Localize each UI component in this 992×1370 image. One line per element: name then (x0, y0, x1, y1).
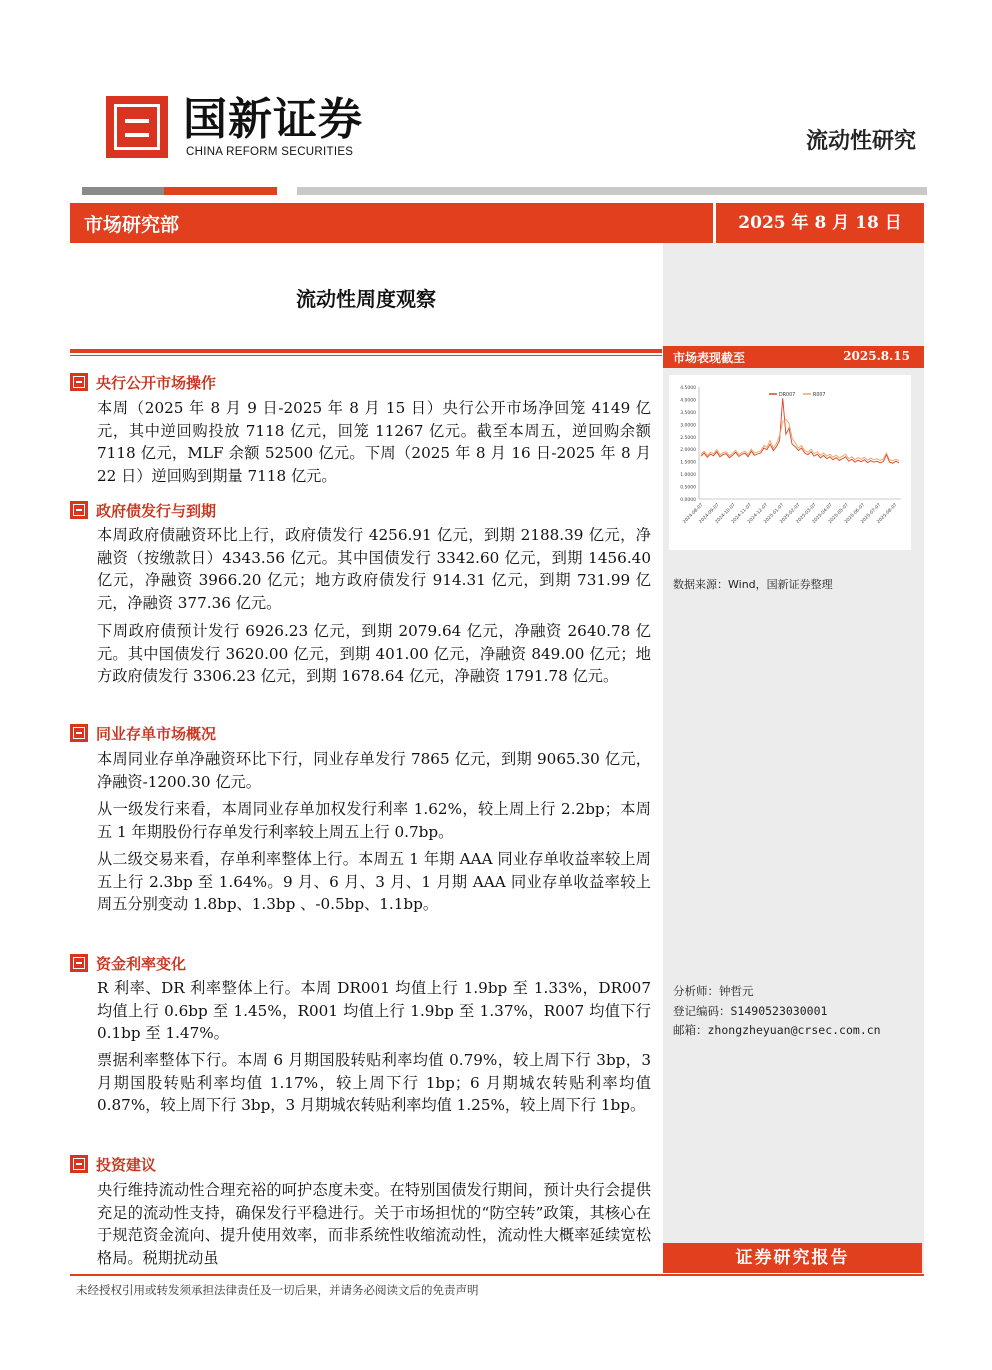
header-divider-gray-long (297, 187, 927, 195)
section-heading (70, 371, 216, 393)
analyst-email: 邮箱：zhongzheyuan@crsec.com.cn (673, 1023, 881, 1037)
section-paragraph: 下周政府债预计发行 6926.23 亿元，到期 2079.64 亿元，净融资 2640.78 亿元。其中国债发行 3620.00 亿元，到期 401.00 亿元，净融资 849.00 亿元；地方政府债发行 3306.23 亿元，到期 1678.64 亿元，净融资 1791.78 亿元。 (97, 622, 651, 685)
chart-series-line-dr007 (701, 398, 899, 463)
registration-code: 登记编码：S1490523030001 (673, 1004, 828, 1018)
section-paragraph: 本周同业存单净融资环比下行，同业存单发行 7865 亿元，到期 9065.30 亿元，净融资-1200.30 亿元。 (97, 750, 651, 791)
chart-y-tick-label: 2.5000 (680, 435, 696, 441)
market-performance-label: 市场表现截至 (673, 351, 746, 365)
chart-x-tick-label: 2024-10-07 (714, 502, 737, 525)
section-heading (70, 952, 186, 974)
chart-source: 数据来源：Wind，国新证券整理 (673, 578, 833, 591)
section-heading (70, 722, 216, 744)
chart-y-tick-label: 4.0000 (680, 398, 696, 404)
chart-y-tick-label: 3.0000 (680, 423, 696, 429)
section-paragraph: 票据利率整体下行。本周 6 月期国股转贴利率均值 0.79%，较上周下行 3bp，3 月期国股转贴利率均值 1.17%，较上周下行 1bp；6 月期城农转贴利率均值 0.87%，较上周下行 3bp，3 月期城农转贴利率均值 1.25%，较上周下行 1bp。 (97, 1051, 651, 1114)
brand-logo-english: CHINA REFORM SECURITIES (186, 146, 354, 158)
section-paragraph: 央行维持流动性合理充裕的呵护态度未变。在特别国债发行期间，预计央行会提供充足的流动性支持，确保发行平稳进行。关于市场担忧的“防空转”政策，其核心在于规范资金流向、提升使用效率，而非系统性收缩流动性，流动性大概率延续宽松格局。税期扰动虽 (97, 1181, 651, 1267)
chart-x-tick-label: 2024-12-07 (747, 502, 770, 525)
section-title: 政府债发行与到期 (96, 501, 217, 520)
chart-x-tick-label: 2025-04-07 (811, 502, 834, 525)
brand-bullet-icon (70, 724, 88, 742)
title-rule-thin (70, 355, 662, 356)
section-paragraph: 本周政府债融资环比上行，政府债发行 4256.91 亿元，到期 2188.39 亿元，净融资（按缴款日）4343.56 亿元。其中国债发行 3342.60 亿元，到期 1456.40 亿元，净融资 3966.20 亿元；地方政府债发行 914.31 亿元，到期 731.99 亿元，净融资 377.36 亿元。 (97, 526, 651, 612)
chart-y-tick-label: 1.5000 (680, 460, 696, 466)
chart-legend-label: R007 (813, 393, 826, 398)
section-title: 投资建议 (96, 1155, 157, 1174)
chart-y-tick-label: 2.0000 (680, 448, 696, 454)
section-heading (70, 1153, 156, 1175)
chart-y-tick-label: 4.5000 (680, 386, 696, 391)
chart-y-tick-label: 1.0000 (680, 473, 696, 479)
chart-series-line-r007 (701, 419, 899, 460)
report-label: 证券研究报告 (663, 1243, 922, 1273)
analyst-name: 分析师：钟哲元 (673, 984, 754, 998)
chart-y-tick-label: 3.5000 (680, 410, 696, 416)
section-title: 同业存单市场概况 (96, 724, 217, 743)
brand-bullet-icon (70, 954, 88, 972)
section-paragraph: 从二级交易来看，存单利率整体上行。本周五 1 年期 AAA 同业存单收益率较上周五上行 2.3bp 至 1.64%。9 月、6 月、3 月、1 月期 AAA 同业存单收益率较上周五分别变动 1.8bp、1.3bp 、-0.5bp、1.1bp。 (97, 850, 651, 913)
title-rule (70, 349, 662, 353)
brand-logo-text: 国新证券 (183, 94, 363, 145)
brand-logo-mark (106, 96, 168, 158)
chart-x-tick-label: 2025-01-07 (763, 502, 786, 525)
section-paragraph: 从一级发行来看，本周同业存单加权发行利率 1.62%，较上周上行 2.2bp；本周五 1 年期股份行存单发行利率较上周五上行 0.7bp。 (97, 800, 651, 841)
section-title: 资金利率变化 (96, 954, 187, 973)
brand-bullet-icon (70, 501, 88, 519)
brand-bullet-icon (70, 1155, 88, 1173)
chart-x-tick-label: 2025-03-07 (795, 502, 818, 525)
chart-legend-label: DR007 (779, 393, 796, 398)
footer-disclaimer: 未经授权引用或转发须承担法律责任及一切后果，并请务必阅读文后的免责声明 (76, 1283, 479, 1297)
market-performance-date: 2025.8.15 (843, 349, 910, 363)
chart-x-tick-label: 2025-06-07 (844, 502, 867, 525)
section-heading (70, 499, 216, 521)
department-banner (70, 203, 924, 243)
chart-x-tick-label: 2024-08-07 (682, 502, 705, 525)
rate-chart-svg (669, 375, 911, 550)
section-paragraph: 本周（2025 年 8 月 9 日-2025 年 8 月 15 日）央行公开市场净回笼 4149 亿元，其中逆回购投放 7118 亿元，回笼 11267 亿元。截至本周五，逆回购余额 7118 亿元，MLF 余额 52500 亿元。下周（2025 年 8 月 16 日-2025 年 8 月 22 日）逆回购到期量 7118 亿元。 (97, 399, 651, 485)
brand-bullet-icon (70, 373, 88, 391)
chart-y-tick-label: 0.0000 (680, 498, 696, 503)
section-title: 央行公开市场操作 (96, 373, 217, 392)
chart-x-tick-label: 2024-09-07 (698, 502, 721, 525)
footer-rule (70, 1274, 924, 1276)
chart-y-tick-label: 0.5000 (680, 485, 696, 491)
chart-x-tick-label: 2025-08-07 (876, 502, 899, 525)
chart-x-tick-label: 2025-07-07 (860, 502, 883, 525)
department-name: 市场研究部 (84, 214, 180, 236)
chart-x-tick-label: 2024-11-07 (730, 502, 753, 525)
report-date: 2025 年 8 月 18 日 (713, 203, 924, 243)
chart-x-tick-label: 2025-02-07 (779, 502, 802, 525)
section-paragraph: R 利率、DR 利率整体上行。本周 DR001 均值上行 1.9bp 至 1.33%，DR007 均值上行 0.6bp 至 1.45%，R001 均值上行 1.9bp 至 1.37%，R007 均值下行 0.1bp 至 1.47%。 (97, 979, 651, 1042)
chart-x-tick-label: 2025-05-07 (827, 502, 850, 525)
page-title: 流动性周度观察 (296, 287, 436, 311)
rate-chart (669, 375, 911, 550)
market-performance-header (663, 346, 924, 368)
header-divider-gray (82, 187, 164, 195)
report-type: 流动性研究 (805, 128, 916, 154)
